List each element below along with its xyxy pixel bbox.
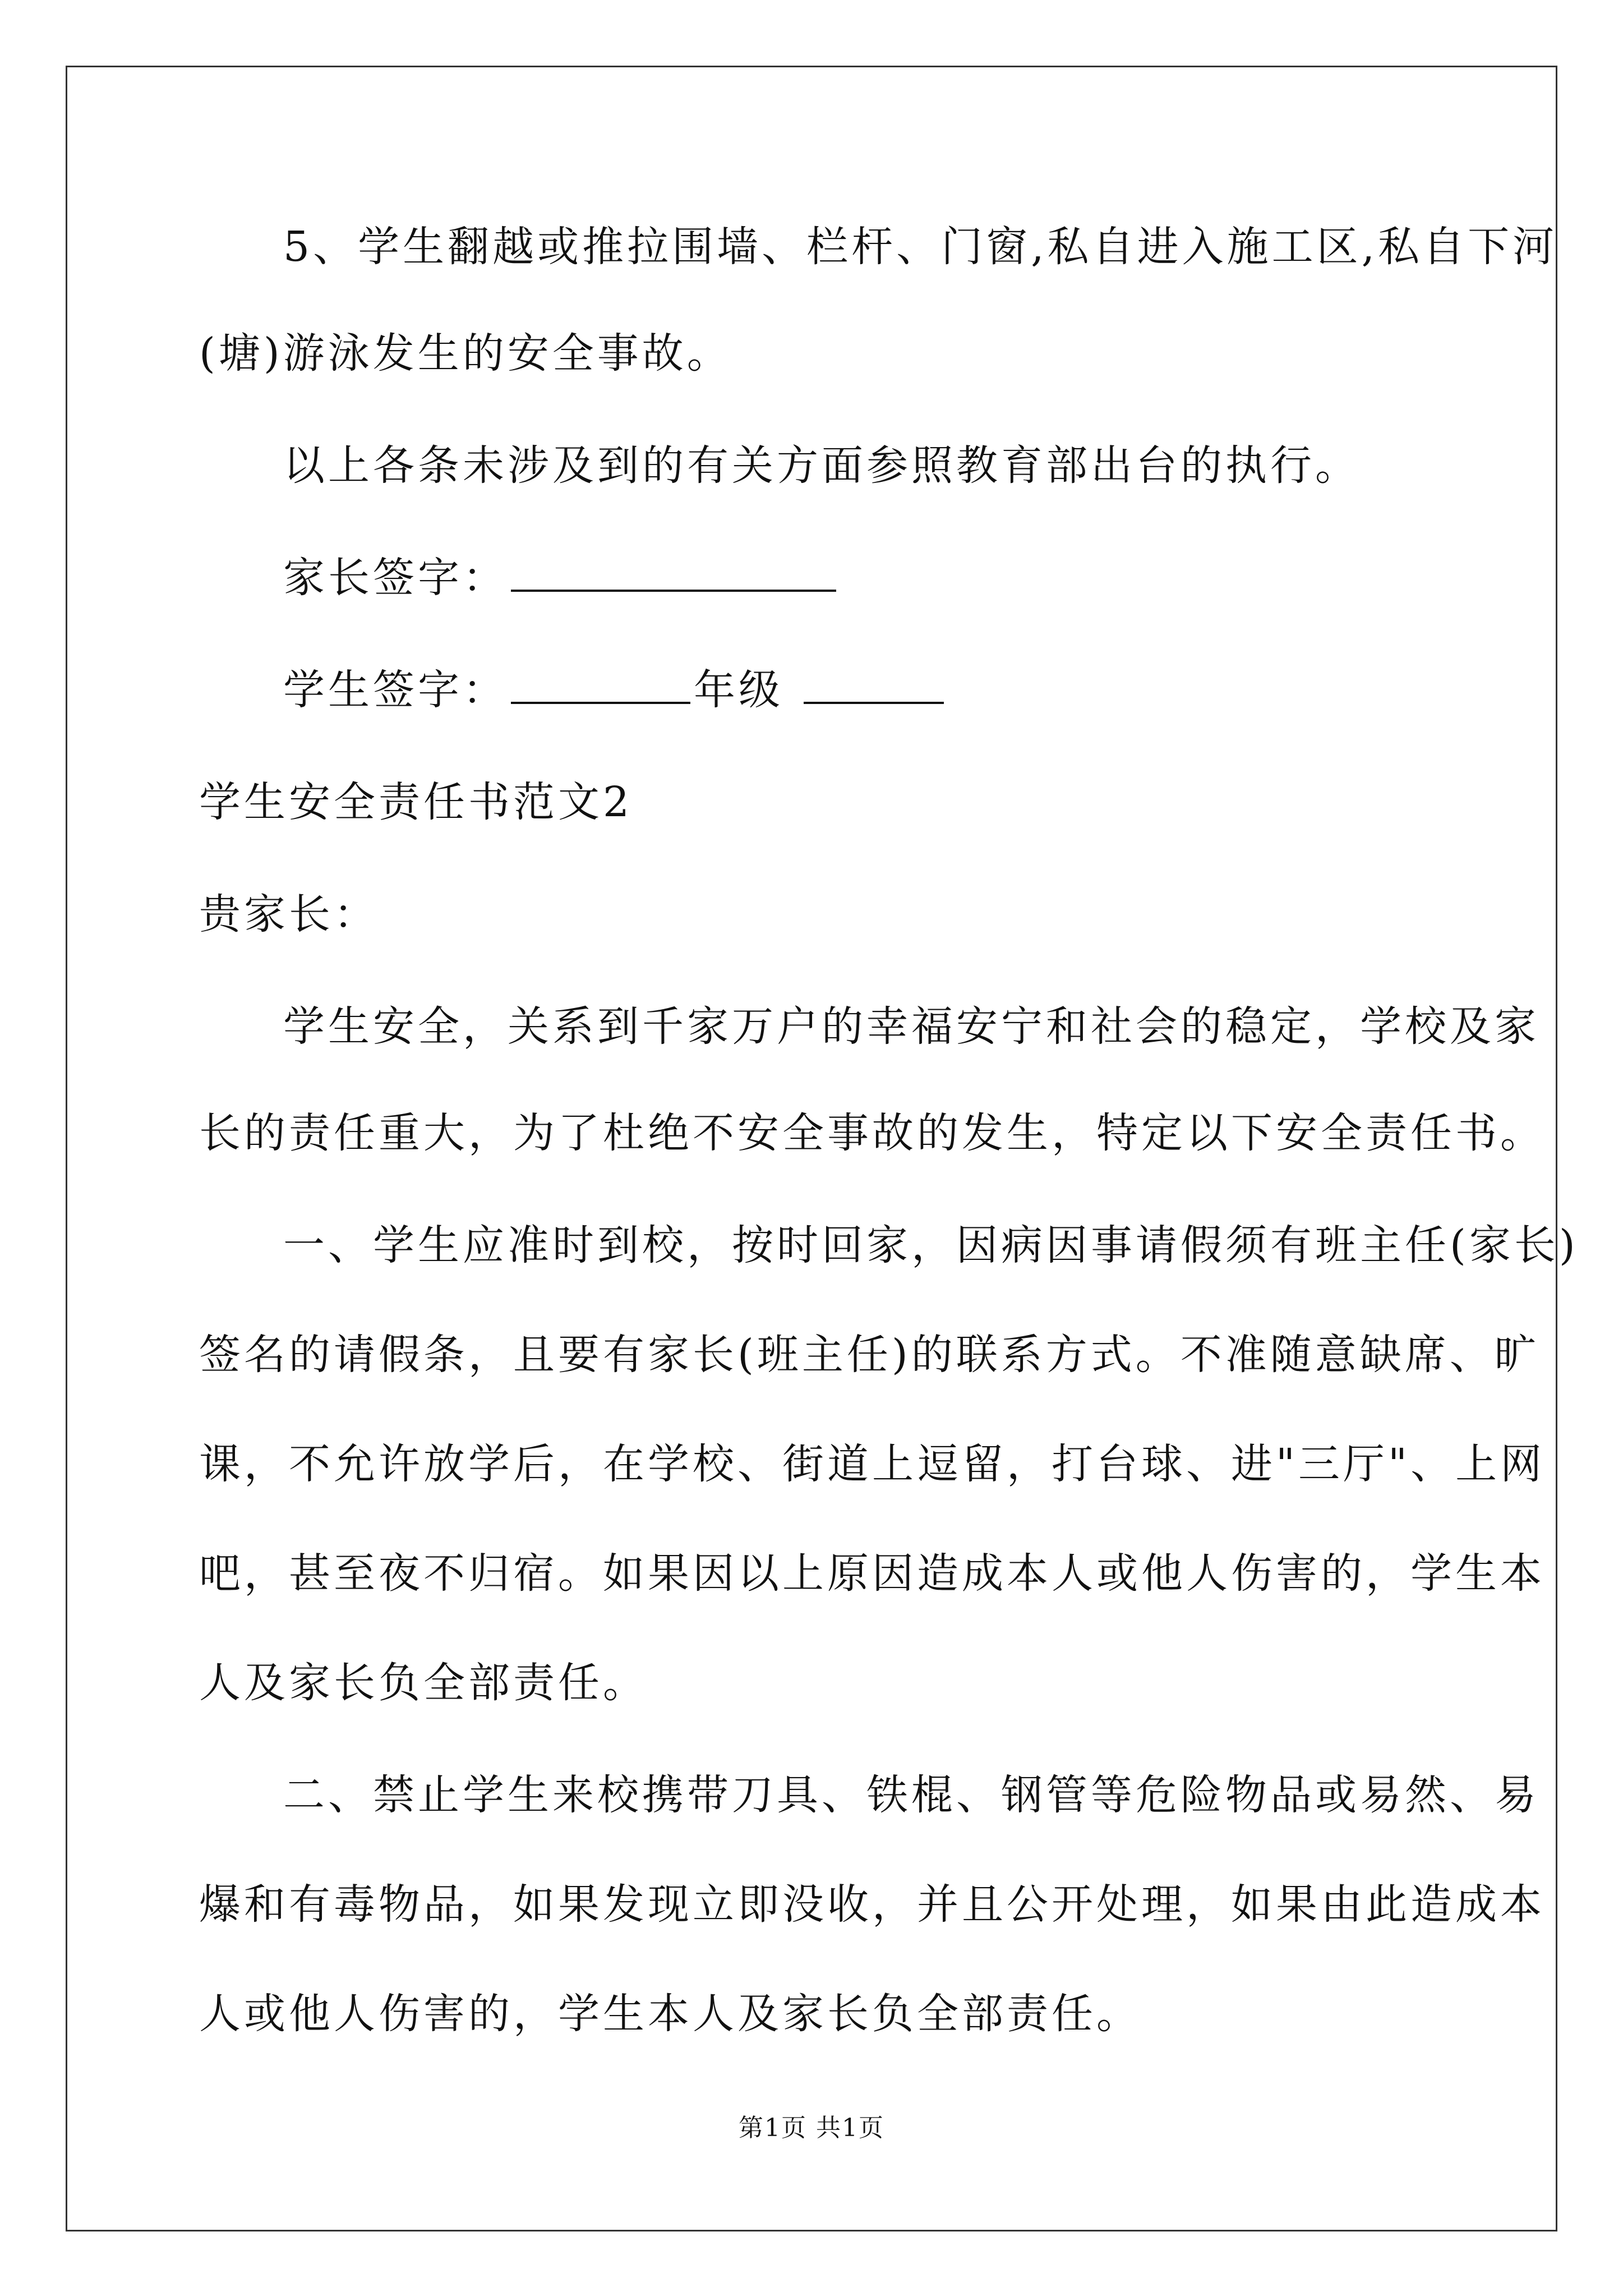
paragraph-line: 学生安全，关系到千家万户的幸福安宁和社会的稳定，学校及家: [283, 1002, 1539, 1051]
paragraph-line: 一、学生应准时到校，按时回家，因病因事请假须有班主任(家长): [283, 1221, 1579, 1269]
paragraph-line: (塘)游泳发生的安全事故。: [199, 329, 732, 378]
student-signature-blank[interactable]: [511, 668, 690, 704]
paragraph-line: 爆和有毒物品，如果发现立即没收，并且公开处理，如果由此造成本: [199, 1880, 1545, 1929]
grade-label: 年级: [694, 666, 783, 714]
student-signature-line: [283, 656, 947, 724]
paragraph-line: 二、禁止学生来校携带刀具、铁棍、钢管等危险物品或易然、易: [283, 1771, 1539, 1819]
paragraph-line: 课，不允许放学后，在学校、街道上逗留，打台球、进"三厅"、上网: [199, 1440, 1546, 1488]
paragraph-line: 签名的请假条，且要有家长(班主任)的联系方式。不准随意缺席、旷: [199, 1331, 1539, 1379]
parent-signature-blank[interactable]: [511, 556, 836, 592]
parent-signature-label: 家长签字：: [283, 554, 508, 602]
paragraph-line: 人或他人伤害的，学生本人及家长负全部责任。: [199, 1990, 1141, 2038]
paragraph-line: 吧，甚至夜不归宿。如果因以上原因造成本人或他人伤害的，学生本: [199, 1549, 1545, 1598]
page-footer: 第1页 共1页: [739, 2114, 884, 2142]
grade-blank[interactable]: [804, 668, 944, 704]
paragraph-line: 长的责任重大，为了杜绝不安全事故的发生，特定以下安全责任书。: [199, 1109, 1545, 1157]
salutation: 贵家长：: [199, 890, 379, 938]
paragraph-line: 以上各条未涉及到的有关方面参照教育部出台的执行。: [283, 441, 1360, 490]
paragraph-line: 人及家长负全部责任。: [199, 1659, 648, 1707]
section-heading: 学生安全责任书范文2: [199, 778, 633, 826]
paragraph-line: 5、学生翻越或推拉围墙、栏杆、门窗,私自进入施工区,私自下河: [283, 223, 1558, 271]
parent-signature-line: [283, 544, 840, 611]
student-signature-label: 学生签字：: [283, 666, 508, 714]
